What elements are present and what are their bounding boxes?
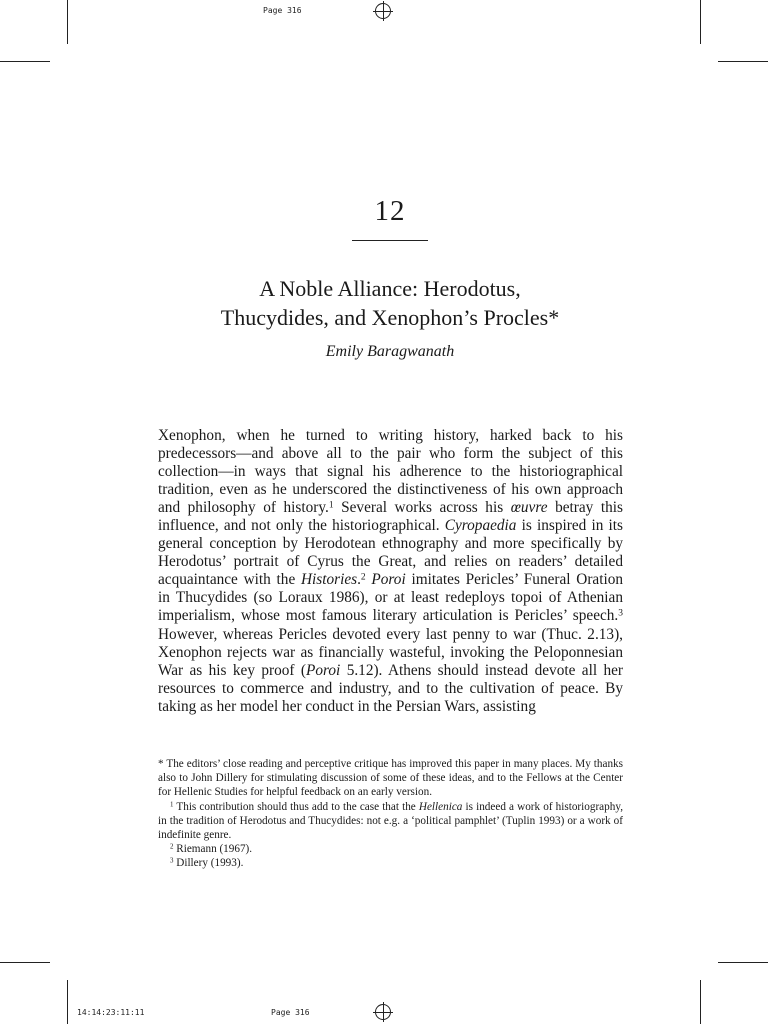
crop-mark bbox=[700, 0, 701, 44]
registration-mark-icon bbox=[375, 3, 391, 19]
top-page-label: Page 316 bbox=[263, 6, 302, 15]
crop-mark bbox=[67, 0, 68, 44]
chapter-title-line: A Noble Alliance: Herodotus, bbox=[259, 276, 521, 301]
crop-mark bbox=[0, 61, 50, 62]
footnote-1: $^1$ This contribution should thus add to the case that the Hellenica is indeed a work of historiography, in the tradition of Herodotus and Thucydides: not e.g. a ‘political pamphlet’ (Tuplin 1993) or a work of indefinite genre. bbox=[158, 800, 623, 842]
registration-mark-icon bbox=[375, 1004, 391, 1020]
crop-mark bbox=[718, 962, 768, 963]
footnote-ref: 3 bbox=[618, 608, 623, 619]
body-text bbox=[158, 427, 623, 739]
author-name: Emily Baragwanath bbox=[325, 343, 455, 360]
footnote-star: * The editors’ close reading and perceptive critique has improved this paper in many places. My thanks also to John Dillery for stimulating discussion of some of these ideas, and to the Fellows at the Center for Hellenic Studies for helpful feedback on an early version. bbox=[158, 758, 623, 799]
footnote-ref: 2 bbox=[360, 572, 366, 583]
body-paragraph: Xenophon, when he turned to writing history, harked back to his predecessors—and above all to the pair who form the subject of this collection—in ways that signal his adherence to the historiographical tradition, even as he underscored the distinctiveness of his own approach and philosophy of history.$^1$ Several works across his œuvre betray this influence, and not only the historiographical. Cyropaedia is inspired in its general conception by Herodotean ethnography and more specifically by Herodotus’ portrait of Cyrus the Great, and relies on readers’ detailed acquaintance with the Histories.$^2$ Poroi imitates Pericles’ Funeral Oration in Thucydides (so Loraux 1986), or at least redeploys topoi of Athenian imperialism, whose most famous literary articulation is Pericles’ speech.$^3$ However, whereas Pericles devoted every last penny to war (Thuc. 2.13), Xenophon rejects war as financially wasteful, invoking the Peloponnesian War as his key proof (Poroi 5.12). Athens should instead devote all her resources to commerce and industry, and to the cultivation of peace. By taking as her model her conduct in the Persian Wars, assisting bbox=[158, 427, 623, 715]
crop-mark bbox=[700, 980, 701, 1024]
print-timestamp: 14:14:23:11:11 bbox=[77, 1008, 145, 1017]
chapter-title bbox=[0, 274, 768, 332]
chapter-number: 12 bbox=[374, 195, 406, 227]
crop-mark bbox=[67, 980, 68, 1024]
footnote-ref: 1 bbox=[328, 500, 334, 511]
crop-mark bbox=[0, 962, 50, 963]
bottom-page-label: Page 316 bbox=[271, 1008, 310, 1017]
chapter-rule bbox=[352, 240, 428, 241]
crop-mark bbox=[718, 61, 768, 62]
chapter-title-line: Thucydides, and Xenophon’s Procles* bbox=[220, 305, 560, 330]
footnotes bbox=[158, 757, 623, 871]
footnote-2: $^2$ Riemann (1967). bbox=[170, 842, 253, 856]
footnote-3: $^3$ Dillery (1993). bbox=[170, 856, 244, 870]
